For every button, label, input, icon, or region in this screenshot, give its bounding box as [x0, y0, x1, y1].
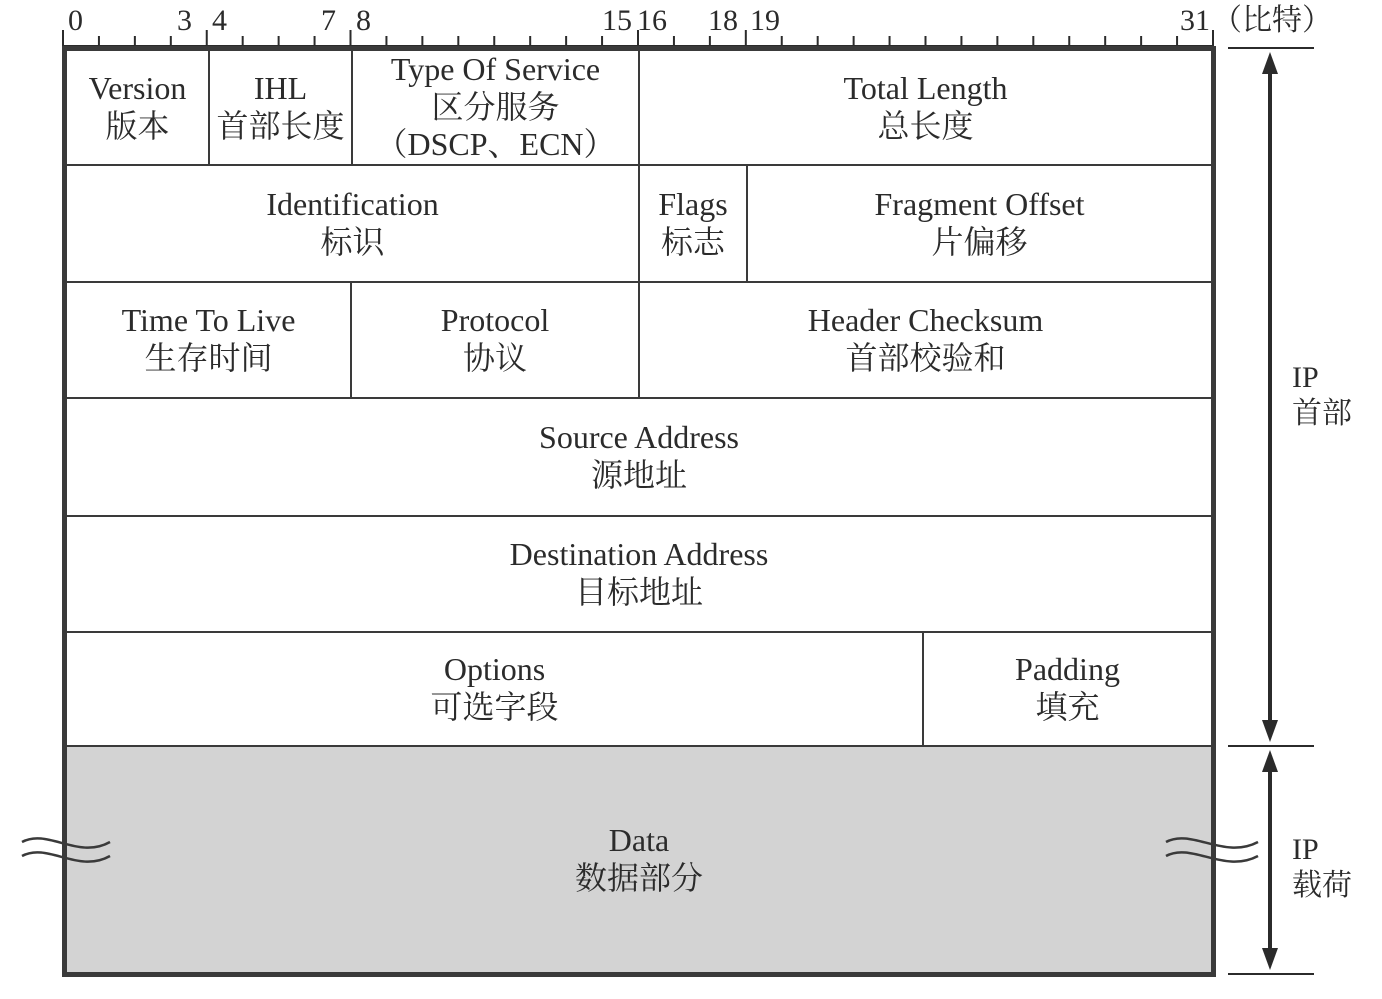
field-total-length-zh: 总长度: [877, 106, 974, 145]
bit-label-18: 18: [708, 4, 738, 37]
break-mark-left: [18, 820, 138, 880]
field-header-checksum-en: Header Checksum: [807, 302, 1044, 339]
field-identification-zh: 标识: [320, 222, 385, 261]
side-label-payload-zh: 载荷: [1292, 868, 1352, 903]
field-tos-zh: 区分服务: [431, 87, 560, 126]
field-destination-address-en: Destination Address: [509, 536, 769, 573]
field-ttl-en: Time To Live: [121, 302, 296, 339]
field-options-zh: 可选字段: [430, 688, 559, 726]
bit-label-15: 15: [602, 4, 632, 37]
field-data-en: Data: [608, 821, 670, 858]
field-protocol-zh: 协议: [462, 339, 527, 377]
field-destination-address-zh: 目标地址: [574, 573, 703, 611]
bit-label-7: 7: [321, 4, 336, 37]
field-fragment-offset-en: Fragment Offset: [874, 185, 1085, 222]
field-tos-en: Type Of Service: [390, 50, 601, 87]
field-protocol-en: Protocol: [440, 302, 550, 339]
field-tos-extra: （DSCP、ECN）: [375, 126, 616, 163]
field-flags: [638, 164, 748, 283]
field-version: [62, 46, 210, 166]
side-label-header-zh: 首部: [1292, 396, 1352, 431]
field-ihl-zh: 首部长度: [216, 106, 345, 145]
field-total-length: [638, 46, 1216, 166]
side-label-payload-en: IP: [1292, 833, 1319, 866]
field-time-to-live: [62, 281, 352, 399]
field-version-zh: 版本: [105, 106, 170, 145]
side-label-ip-header: [1292, 360, 1352, 432]
bit-label-16: 16: [637, 4, 667, 37]
side-label-header-en: IP: [1292, 361, 1319, 394]
field-data: [62, 745, 1216, 977]
side-label-ip-payload: [1292, 832, 1352, 904]
field-identification: [62, 164, 640, 283]
field-fragment-offset: [746, 164, 1216, 283]
field-total-length-en: Total Length: [843, 69, 1008, 106]
bit-label-0: 0: [68, 4, 83, 37]
bit-label-8: 8: [356, 4, 371, 37]
field-destination-address: [62, 515, 1216, 633]
field-ihl: [208, 46, 353, 166]
field-padding-zh: 填充: [1035, 688, 1100, 726]
bit-unit-label: （比特）: [1212, 3, 1332, 38]
field-ihl-en: IHL: [253, 69, 308, 106]
bit-label-19: 19: [750, 4, 780, 37]
bit-label-4: 4: [212, 4, 227, 37]
field-source-address-zh: 源地址: [590, 456, 687, 494]
field-flags-zh: 标志: [660, 222, 725, 261]
field-padding: [922, 631, 1216, 747]
field-header-checksum-zh: 首部校验和: [845, 339, 1006, 377]
field-fragment-offset-zh: 片偏移: [931, 222, 1028, 261]
bit-label-31: 31: [1180, 4, 1210, 37]
field-options: [62, 631, 924, 747]
field-identification-en: Identification: [266, 185, 439, 222]
field-source-address-en: Source Address: [539, 419, 739, 456]
field-flags-en: Flags: [658, 185, 728, 222]
field-options-en: Options: [443, 651, 546, 688]
field-source-address: [62, 397, 1216, 517]
bit-label-3: 3: [177, 4, 192, 37]
field-ttl-zh: 生存时间: [144, 339, 273, 377]
field-protocol: [350, 281, 640, 399]
field-header-checksum: [638, 281, 1216, 399]
field-data-zh: 数据部分: [574, 858, 703, 897]
field-version-en: Version: [88, 69, 187, 106]
field-padding-en: Padding: [1015, 651, 1120, 688]
field-type-of-service: [351, 46, 640, 166]
